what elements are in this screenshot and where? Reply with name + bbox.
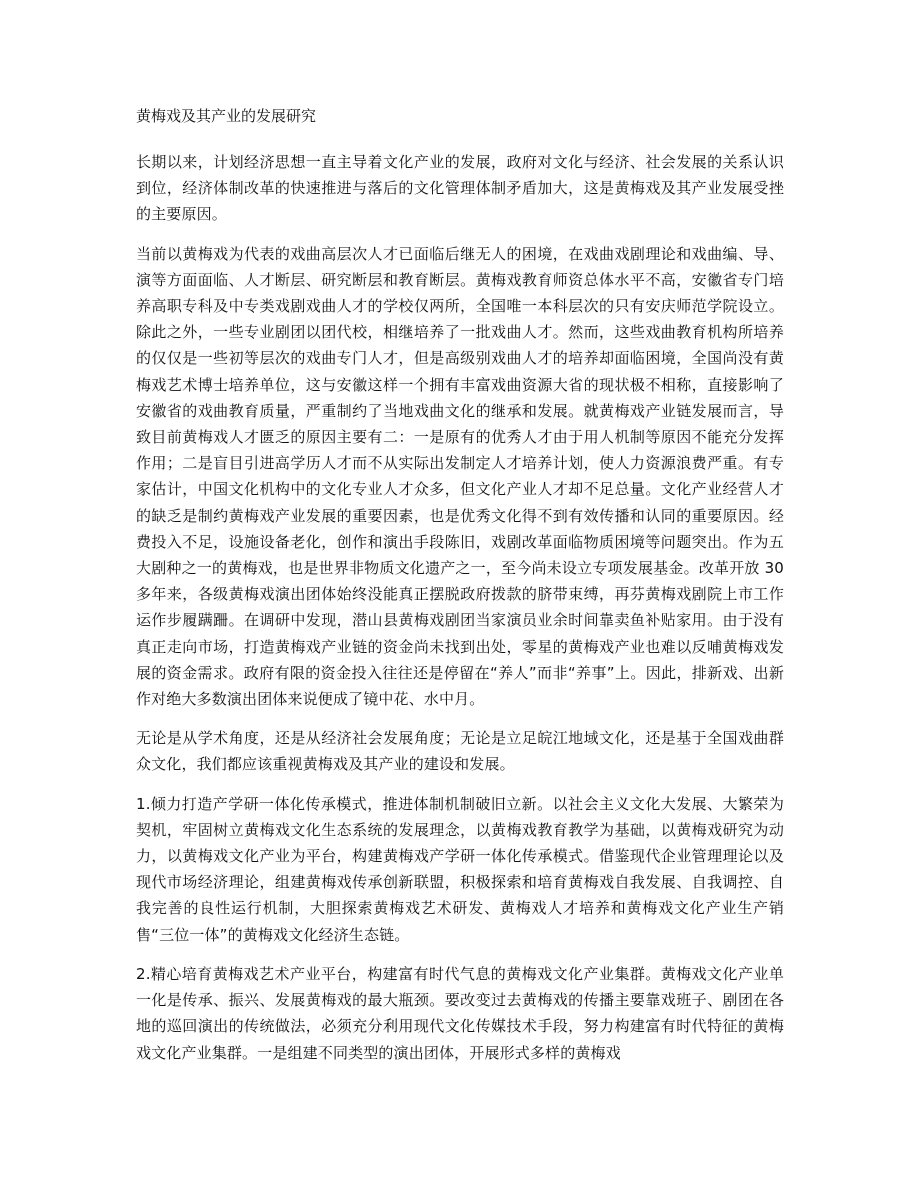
paragraph-talent-issues: 当前以黄梅戏为代表的戏曲高层次人才已面临后继无人的困境，在戏曲戏剧理论和戏曲编、导、演等方面面临、人才断层、研究断层和教育断层。黄梅戏教育师资总体水平不高，安徽省专门培养高职专科及中专类戏剧戏曲人才的学校仅两所，全国唯一本科层次的只有安庆师范学院设立。除此之外，一些专业剧团以团代校，相继培养了一批戏曲人才。然而，这些戏曲教育机构所培养的仅仅是一些初等层次的戏曲专门人才，但是高级别戏曲人才的培养却面临困境，全国尚没有黄梅戏艺术博士培养单位，这与安徽这样一个拥有丰富戏曲资源大省的现状极不相称，直接影响了安徽省的戏曲教育质量，严重制约了当地戏曲文化的继承和发展。就黄梅戏产业链发展而言，导致目前黄梅戏人才匮乏的原因主要有二：一是原有的优秀人才由于用人机制等原因不能充分发挥作用；二是盲目引进高学历人才而不从实际出发制定人才培养计划，使人力资源浪费严重。有专家估计，中国文化机构中的文化专业人才众多，但文化产业人才却不足总量。文化产业经营人才的缺乏是制约黄梅戏产业发展的重要因素，也是优秀文化得不到有效传播和认同的重要原因。经费投入不足，设施设备老化，创作和演出手段陈旧，戏剧改革面临物质困境等问题突出。作为五大剧种之一的黄梅戏，也是世界非物质文化遗产之一，至今尚未设立专项发展基金。改革开放 30 多年来，各级黄梅戏演出团体始终没能真正摆脱政府拨款的脐带束缚，再芬黄梅戏剧院上市工作运作步履蹒跚。在调研中发现，潜山县黄梅戏剧团当家演员业余时间靠卖鱼补贴家用。由于没有真正走向市场，打造黄梅戏产业链的资金尚未找到出处，零星的黄梅戏产业也难以反哺黄梅戏发展的资金需求。政府有限的资金投入往往还是停留在“养人”而非“养事”上。因此，排新戏、出新作对绝大多数演出团体来说便成了镜中花、水中月。 [136, 244, 784, 709]
paragraph-measure-1: 1.倾力打造产学研一体化传承模式，推进体制机制破旧立新。以社会主义文化大发展、大繁荣为契机，牢固树立黄梅戏文化生态系统的发展理念，以黄梅戏教育教学为基础，以黄梅戏研究为动力，以黄梅戏文化产业为平台，构建黄梅戏产学研一体化传承模式。借鉴现代企业管理理论以及现代市场经济理论，组建黄梅戏传承创新联盟，积极探索和培育黄梅戏自我发展、自我调控、自我完善的良性运行机制，大胆探索黄梅戏艺术研发、黄梅戏人才培养和黄梅戏文化产业生产销售“三位一体”的黄梅戏文化经济生态链。 [136, 794, 784, 944]
paragraph-measure-2: 2.精心培育黄梅戏艺术产业平台，构建富有时代气息的黄梅戏文化产业集群。黄梅戏文化产业单一化是传承、振兴、发展黄梅戏的最大瓶颈。要改变过去黄梅戏的传播主要靠戏班子、剧团在各地的巡回演出的传统做法，必须充分利用现代文化传媒技术手段，努力构建富有时代特征的黄梅戏文化产业集群。一是组建不同类型的演出团体，开展形式多样的黄梅戏 [136, 964, 784, 1062]
paragraph-importance: 无论是从学术角度，还是从经济社会发展角度；无论是立足皖江地域文化，还是基于全国戏曲群众文化，我们都应该重视黄梅戏及其产业的建设和发展。 [136, 729, 784, 774]
paragraph-background: 长期以来，计划经济思想一直主导着文化产业的发展，政府对文化与经济、社会发展的关系认识到位，经济体制改革的快速推进与落后的文化管理体制矛盾加大，这是黄梅戏及其产业发展受挫的主要原因。 [136, 153, 784, 224]
document-page [136, 103, 784, 1079]
document-title: 黄梅戏及其产业的发展研究 [136, 107, 317, 125]
